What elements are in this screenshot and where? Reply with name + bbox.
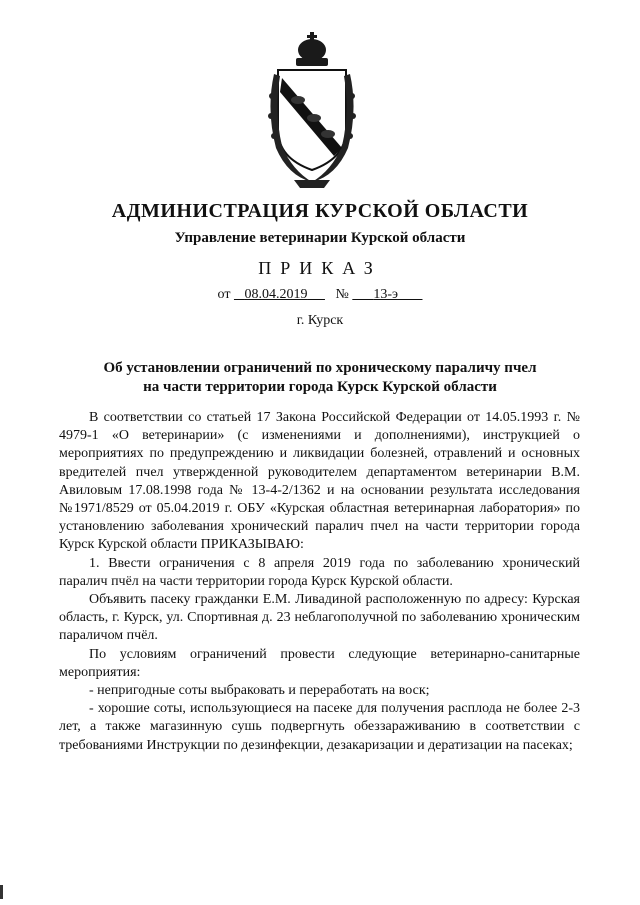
document-body [59,409,580,755]
intro-paragraph: В соответствии со статьей 17 Закона Российской Федерации от 14.05.1993 г. № 4979-1 «О ветеринарии» (с изменениями и дополнениями), инструкцией о мероприятиях по предупреждению и ликвидации болезней, отравлений и основных вредителей пчел утвержденной руководителем департаментом ветеринарии В.М. Авиловым 17.08.1998 года № 13-4-2/1362 и на основании результата исследования №1971/8529 от 05.04.2019 г. ОБУ «Курская областная ветеринарная лаборатория» по установлению заболевания хронический паралич пчел на части территории города Курск Курской области ПРИКАЗЫВАЮ: [59,410,580,553]
bullet-2-paragraph: - хорошие соты, использующиеся на пасеке для получения расплода не более 2-3 лет, а также магазинную сушь подвергнуть обеззараживанию в соответствии с требованиями Инструкции по дезинфекции, дезакаризации и дератизации на пасеках; [59,701,580,753]
department-subtitle: Управление ветеринарии Курской области [174,230,466,246]
item-3-paragraph: По условиям ограничений провести следующие ветеринарно-санитарные мероприятия: [59,646,580,680]
title-line-1: Об установлении ограничений по хроническому параличу пчел [103,360,537,376]
crown-icon [296,32,328,66]
date-prefix: от [217,287,231,302]
scan-edge-mark [0,885,3,899]
coat-of-arms-emblem [264,30,360,190]
document-type: ПРИКАЗ [258,258,382,278]
item-2-paragraph: Объявить пасеку гражданки Е.М. Ливадиной расположенную по адресу: Курская область, г. Курск, ул. Спортивная д. 23 неблагополучной по заболеванию хроническим параличом пчёл. [59,592,580,644]
number-prefix: № [335,287,349,302]
order-city: г. Курск [296,313,344,328]
bullet-1-paragraph: - непригодные соты выбраковать и переработать на воск; [89,683,430,699]
title-line-2: на части территории города Курск Курской области [143,379,497,395]
order-date: 08.04.2019 [244,287,308,302]
order-dateline [0,287,640,303]
document-title [0,359,640,397]
organization-title: АДМИНИСТРАЦИЯ КУРСКОЙ ОБЛАСТИ [111,200,529,222]
item-1-paragraph: 1. Ввести ограничения с 8 апреля 2019 года по заболеванию хронический паралич пчёл на части территории города Курск Курской области. [59,555,580,589]
order-number: 13-э [373,287,398,302]
